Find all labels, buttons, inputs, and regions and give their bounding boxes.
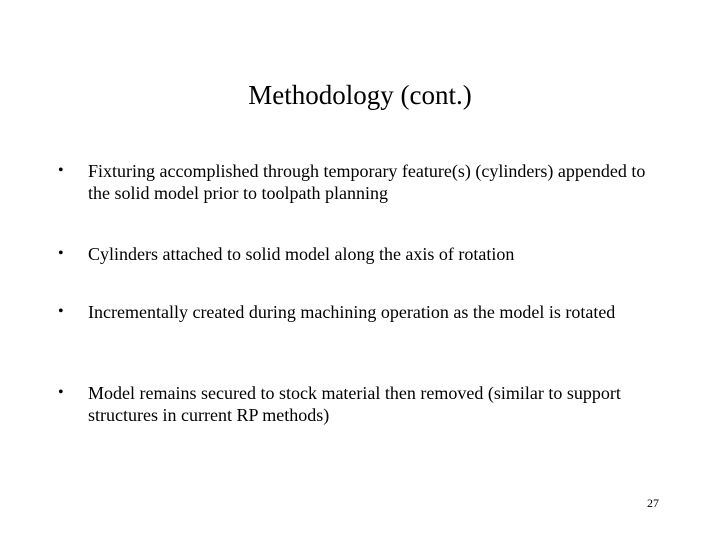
- bullet-point-icon: •: [58, 384, 64, 401]
- bullet-item: [58, 160, 658, 204]
- bullet-text: Fixturing accomplished through temporary feature(s) (cylinders) appended to the solid model prior to toolpath planning: [88, 161, 646, 203]
- bullet-text: Model remains secured to stock material then removed (similar to support structures in current RP methods): [88, 383, 621, 425]
- bullet-point-icon: •: [58, 303, 64, 320]
- bullet-item: [58, 382, 658, 426]
- slide-title-text: Methodology (cont.): [248, 80, 472, 110]
- bullet-text: Cylinders attached to solid model along the axis of rotation: [88, 244, 515, 264]
- bullet-item: [58, 301, 658, 323]
- bullet-point-icon: •: [58, 162, 64, 179]
- bullet-text: Incrementally created during machining operation as the model is rotated: [88, 302, 616, 322]
- bullet-item: [58, 243, 658, 265]
- slide-title: [0, 78, 720, 112]
- page-number: 27: [647, 496, 659, 510]
- bullet-point-icon: •: [58, 245, 64, 262]
